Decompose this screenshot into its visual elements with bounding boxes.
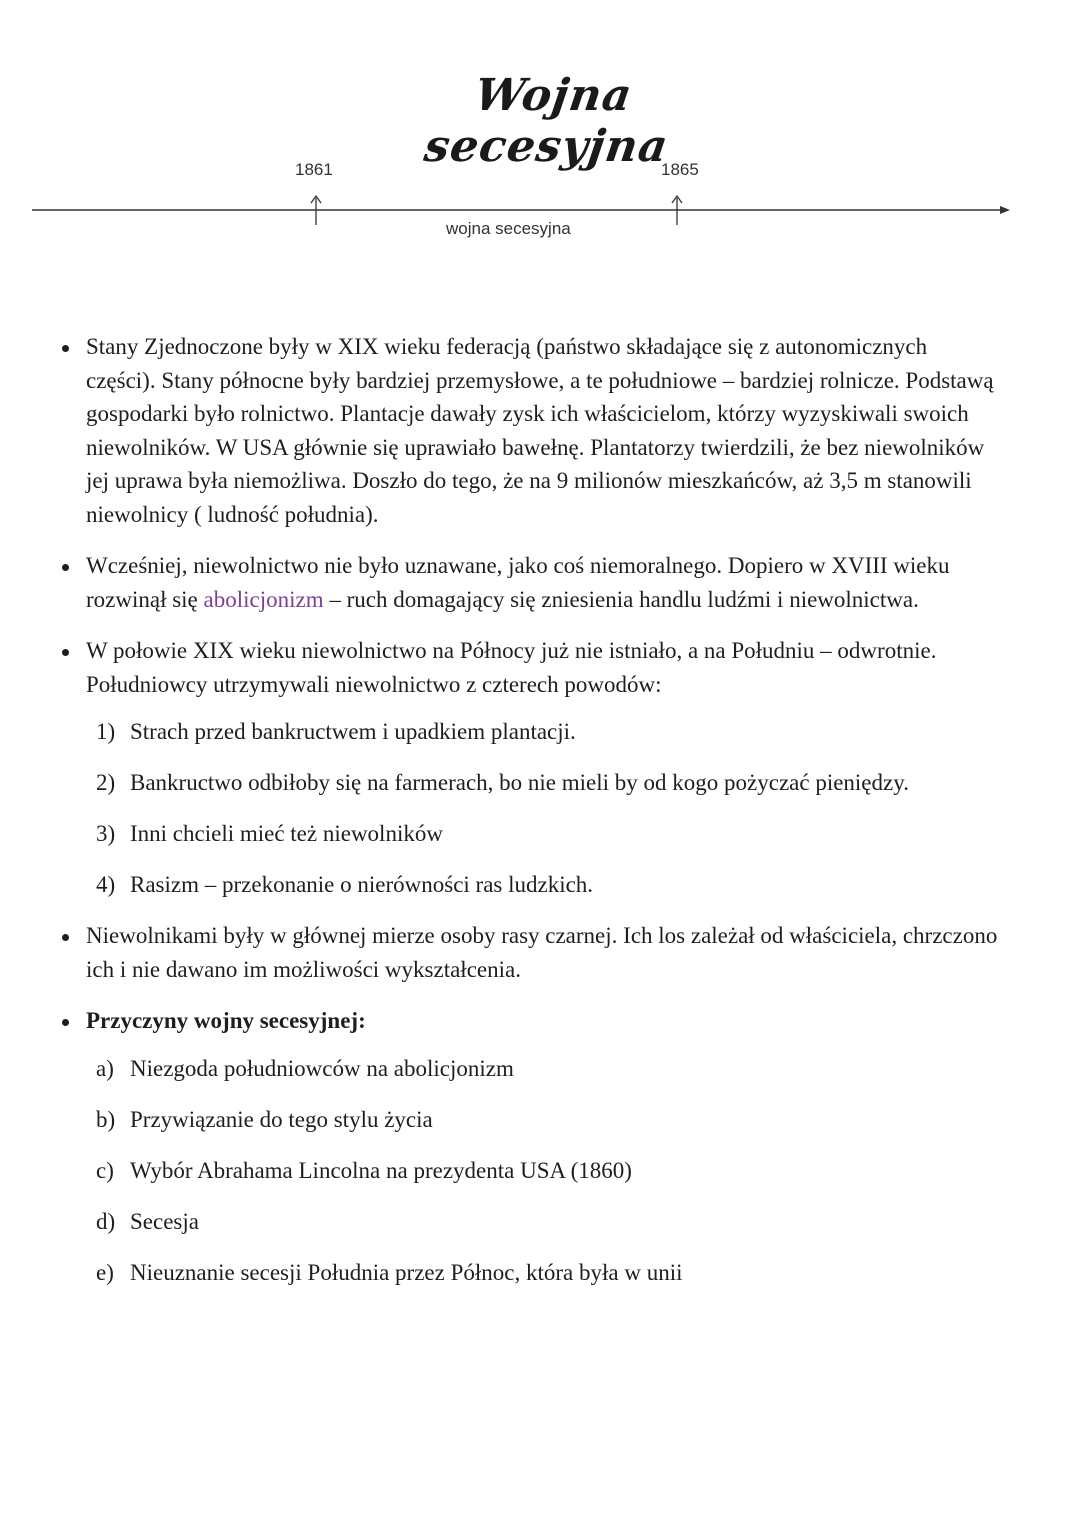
page-title: Wojna secesyjna	[421, 70, 672, 172]
list-item: 1) Strach przed bankructwem i upadkiem plantacji.	[96, 719, 576, 744]
highlighted-term: abolicjonizm	[203, 586, 324, 612]
timeline-label: wojna secesyjna	[446, 219, 571, 238]
timeline	[0, 150, 1080, 250]
list-item: 2) Bankructwo odbiłoby się na farmerach, bo nie mieli by od kogo pożyczać pieniędzy.	[96, 770, 909, 795]
list-item: e) Nieuznanie secesji Południa przez Północ, która była w unii	[96, 1259, 683, 1285]
paragraph-abolitionism: Wcześniej, niewolnictwo nie było uznawane, jako coś niemoralnego. Dopiero w XVIII wieku rozwinął się abolicjonizm – ruch domagający się zniesienia handlu ludźmi i niewolnictwa.	[60, 549, 1000, 616]
paragraph-slaves: Niewolnikami były w głównej mierze osoby rasy czarnej. Ich los zależał od właściciela, chrzczono ich i nie dawano im możliwości wykształcenia.	[60, 919, 1000, 986]
list-item: d) Secesja	[96, 1208, 199, 1234]
list-item: 3) Inni chcieli mieć też niewolników	[96, 821, 443, 846]
timeline-start-year: 1861	[295, 160, 333, 179]
reasons-list	[60, 715, 1000, 902]
arrow-head-icon	[1000, 206, 1010, 214]
list-item: a) Niezgoda południowców na abolicjonizm	[96, 1055, 514, 1081]
paragraph-federation: Stany Zjednoczone były w XIX wieku federacją (państwo składające się z autonomicznych części). Stany północne były bardziej przemysłowe, a te południowe – bardziej rolnicze. Podstawą gospodarki było rolnictwo. Plantacje dawały zysk ich właścicielom, którzy wyzyskiwali swoich niewolników. W USA głównie się uprawiało bawełnę. Plantatorzy twierdzili, że bez niewolników jej uprawa była niemożliwa. Doszło do tego, że na 9 milionów mieszkańców, aż 3,5 m stanowili niewolnicy ( ludność południa).	[60, 330, 1000, 531]
list-item: c) Wybór Abrahama Lincolna na prezydenta USA (1860)	[96, 1157, 632, 1183]
causes-list	[60, 1052, 1000, 1290]
list-item: 4) Rasizm – przekonanie o nierówności ras ludzkich.	[96, 872, 594, 897]
paragraph-slavery-reasons: W połowie XIX wieku niewolnictwo na Północy już nie istniało, a na Południu – odwrotnie. Południowcy utrzymywali niewolnictwo z czterech powodów:	[60, 634, 1000, 701]
list-item: b) Przywiązanie do tego stylu życia	[96, 1106, 433, 1132]
section-heading-causes: Przyczyny wojny secesyjnej:	[60, 1004, 1000, 1038]
notes-body	[60, 330, 1000, 1307]
timeline-end-year: 1865	[661, 160, 699, 179]
